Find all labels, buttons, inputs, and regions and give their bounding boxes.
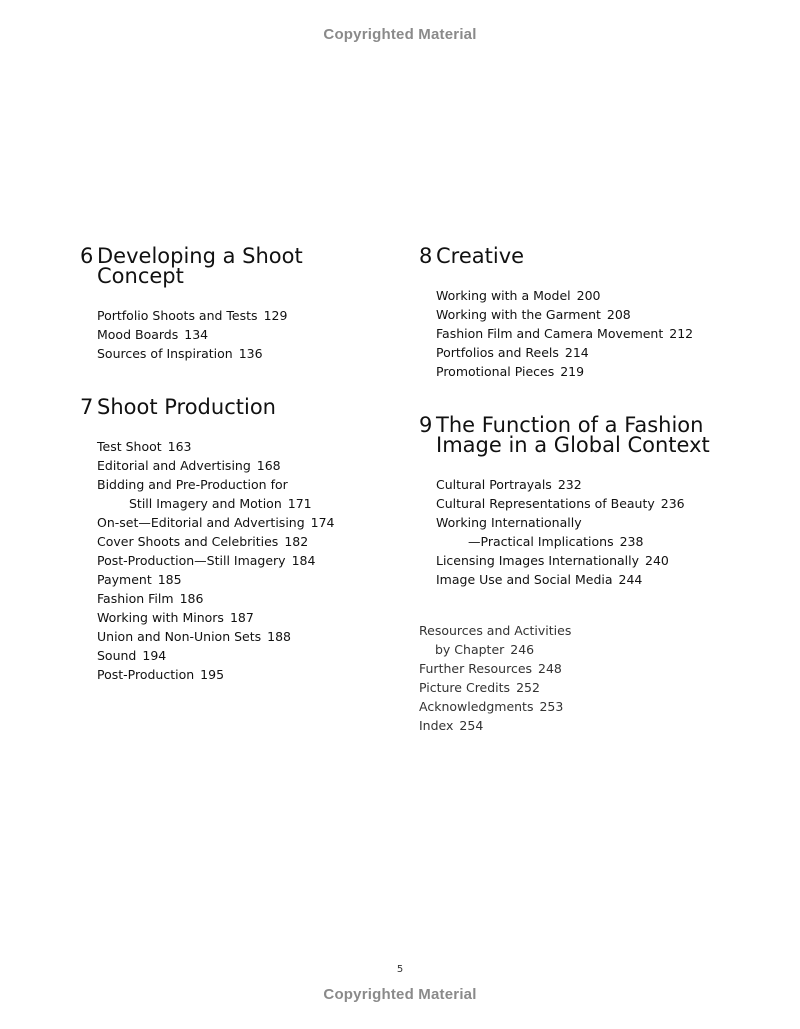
back-matter-entry[interactable] [419,697,779,716]
entry-page: 253 [539,699,564,714]
entry-title: Payment [97,572,152,587]
toc-entry[interactable] [436,551,779,570]
toc-entry[interactable] [436,305,779,324]
entry-page: 248 [538,661,562,676]
toc-entry[interactable] [97,475,400,494]
entry-page: 187 [229,610,254,625]
chapter-6 [80,246,400,363]
toc-entry[interactable] [97,513,400,532]
toc-entry[interactable] [97,532,400,551]
chapter-entries [436,286,779,381]
entry-page: 236 [660,496,685,511]
toc-right-column [419,246,779,735]
entry-title: Portfolio Shoots and Tests [97,308,258,323]
toc-entry-continuation[interactable] [97,494,400,513]
entry-title: Mood Boards [97,327,179,342]
chapter-7 [80,397,400,684]
chapter-title-line: Developing a Shoot [97,244,303,268]
entry-title: Resources and Activities [419,623,572,638]
entry-title: Working Internationally [436,515,582,530]
chapter-number: 7 [80,395,94,419]
chapter-number: 9 [419,413,433,437]
entry-title: Fashion Film and Camera Movement [436,326,664,341]
entry-page: 163 [167,439,192,454]
entry-title: Bidding and Pre-Production for [97,477,288,492]
entry-title: Sound [97,648,137,663]
entry-title: Working with Minors [97,610,224,625]
toc-entry[interactable] [97,627,400,646]
watermark-top: Copyrighted Material [323,26,477,43]
toc-entry[interactable] [97,608,400,627]
entry-page: 134 [184,327,209,342]
toc-entry[interactable] [97,456,400,475]
entry-page: 188 [267,629,291,644]
entry-title: Cultural Portrayals [436,477,552,492]
entry-title: —Practical Implications [468,534,614,549]
toc-entry[interactable] [97,646,400,665]
chapter-title-line: Image in a Global Context [436,433,710,457]
entry-page: 174 [310,515,335,530]
entry-title: Portfolios and Reels [436,345,559,360]
entry-title: Image Use and Social Media [436,572,613,587]
entry-page: 240 [645,553,669,568]
chapter-title-line: The Function of a Fashion [436,413,704,437]
toc-entry[interactable] [436,513,779,532]
toc-entry[interactable] [436,286,779,305]
entry-page: 214 [564,345,589,360]
back-matter-entry[interactable] [419,659,779,678]
entry-page: 136 [238,346,263,361]
chapter-title [436,415,779,455]
entry-title: Licensing Images Internationally [436,553,640,568]
toc-entry-continuation[interactable] [436,532,779,551]
entry-title: Still Imagery and Motion [129,496,282,511]
entry-page: 254 [459,718,484,733]
entry-title: Test Shoot [97,439,162,454]
entry-title: Picture Credits [419,680,511,695]
toc-entry[interactable] [436,324,779,343]
entry-page: 252 [516,680,540,695]
chapter-8 [419,246,779,381]
entry-page: 186 [179,591,204,606]
chapter-title [97,246,400,286]
entry-title: Working with a Model [436,288,571,303]
chapter-entries [97,437,400,684]
entry-title: Cultural Representations of Beauty [436,496,655,511]
entry-title: On-set—Editorial and Advertising [97,515,305,530]
entry-title: Index [419,718,454,733]
entry-title: Working with the Garment [436,307,601,322]
toc-entry[interactable] [436,570,779,589]
entry-page: 212 [669,326,694,341]
entry-page: 194 [142,648,167,663]
page-number: 5 [396,964,404,975]
toc-entry[interactable] [97,589,400,608]
entry-page: 129 [263,308,288,323]
watermark-bottom: Copyrighted Material [323,986,477,1003]
toc-entry[interactable] [97,344,400,363]
chapter-heading [80,246,400,286]
back-matter-entry-continuation[interactable] [419,640,779,659]
entry-title: Acknowledgments [419,699,534,714]
chapter-number: 6 [80,244,94,268]
entry-page: 244 [618,572,643,587]
entry-page: 208 [606,307,631,322]
chapter-9 [419,415,779,589]
entry-title: Promotional Pieces [436,364,555,379]
entry-title: Sources of Inspiration [97,346,233,361]
entry-title: Editorial and Advertising [97,458,251,473]
entry-page: 219 [560,364,585,379]
entry-title: Union and Non-Union Sets [97,629,262,644]
chapter-title: Creative [436,244,525,268]
entry-title: Post-Production [97,667,195,682]
chapter-title-line: Concept [97,264,184,288]
back-matter-entry[interactable] [419,678,779,697]
toc-entry[interactable] [436,362,779,381]
chapter-entries [97,306,400,363]
toc-entry[interactable] [97,306,400,325]
entry-title: Fashion Film [97,591,174,606]
entry-page: 200 [576,288,601,303]
chapter-heading [419,415,779,455]
back-matter-entry[interactable] [419,621,779,640]
entry-page: 171 [287,496,312,511]
entry-page: 185 [157,572,182,587]
entry-title: Further Resources [419,661,533,676]
entry-page: 195 [200,667,225,682]
chapter-number: 8 [419,244,433,268]
chapter-heading [419,246,779,266]
entry-page: 182 [284,534,309,549]
back-matter-list [419,621,779,735]
toc-entry[interactable] [436,475,779,494]
chapter-heading [80,397,400,417]
toc-entry[interactable] [97,551,400,570]
chapter-entries [436,475,779,589]
toc-left-column [80,246,400,684]
toc-entry[interactable] [97,437,400,456]
entry-page: 184 [291,553,316,568]
toc-entry[interactable] [97,570,400,589]
entry-page: 232 [557,477,582,492]
entry-page: 238 [619,534,644,549]
entry-title: by Chapter [435,642,505,657]
toc-entry[interactable] [97,665,400,684]
entry-title: Cover Shoots and Celebrities [97,534,279,549]
entry-title: Post-Production—Still Imagery [97,553,286,568]
entry-page: 246 [510,642,535,657]
toc-entry[interactable] [436,343,779,362]
back-matter-entry[interactable] [419,716,779,735]
entry-page: 168 [256,458,281,473]
chapter-title: Shoot Production [97,395,276,419]
toc-entry[interactable] [97,325,400,344]
toc-entry[interactable] [436,494,779,513]
